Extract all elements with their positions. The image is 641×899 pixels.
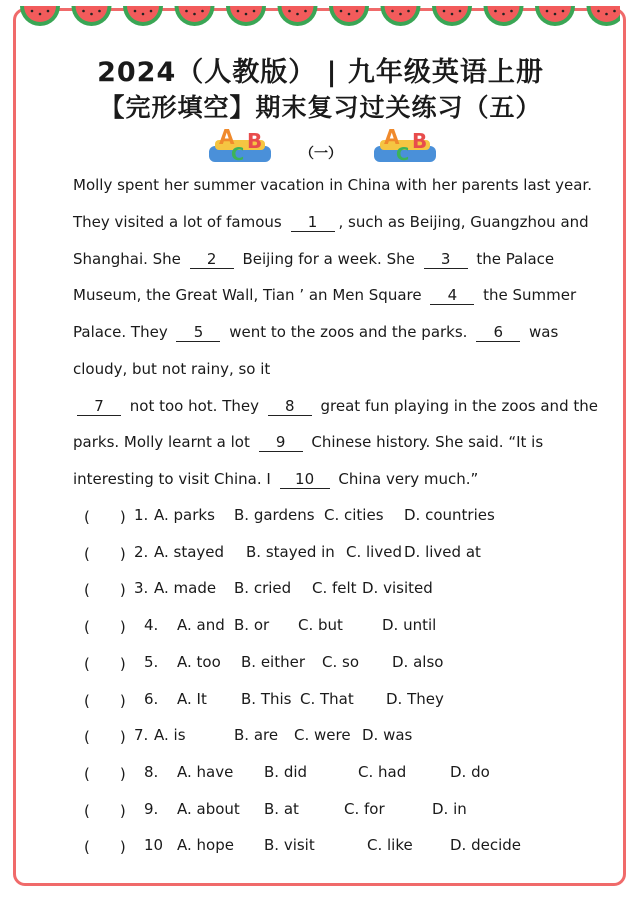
- answer-paren[interactable]: ( ): [84, 838, 126, 857]
- passage-text: Molly spent her summer vacation in China with her parents last year.: [73, 176, 592, 194]
- passage-text: Palace. They: [73, 323, 173, 341]
- passage-text: Shanghai. She: [73, 250, 186, 268]
- answer-paren[interactable]: ( ): [84, 654, 126, 673]
- passage-text: was: [524, 323, 559, 341]
- watermelon-icon: [587, 6, 621, 26]
- abc-blocks-icon: [205, 120, 275, 168]
- option-a: A. about: [177, 799, 240, 818]
- answer-paren[interactable]: ( ): [84, 618, 126, 637]
- passage-text: Museum, the Great Wall, Tian ’ an Men Square: [73, 286, 427, 304]
- option-a: A. is: [154, 726, 186, 745]
- watermelon-border-decoration: [20, 0, 620, 38]
- option-b: B. gardens: [234, 506, 315, 524]
- option-a: A. and: [177, 616, 225, 635]
- option-c: C. felt: [312, 579, 357, 598]
- option-b: B. did: [264, 762, 308, 781]
- passage-line: [73, 176, 592, 194]
- watermelon-icon: [278, 6, 318, 26]
- blank-10: 10: [280, 470, 330, 489]
- answer-paren[interactable]: ( ): [84, 728, 126, 747]
- option-a: A. parks: [154, 506, 215, 524]
- answer-paren[interactable]: ( ): [84, 691, 126, 710]
- option-a: A. hope: [177, 836, 234, 855]
- passage-text: Beijing for a week. She: [237, 250, 420, 268]
- option-b: B. or: [234, 616, 270, 635]
- question-number: 3.: [134, 579, 149, 598]
- question-number: 10: [144, 836, 164, 855]
- blank-6: 6: [476, 323, 520, 342]
- question-row: [84, 579, 604, 601]
- option-b: B. are: [234, 726, 279, 745]
- option-d: D. countries: [404, 506, 495, 524]
- question-number: 8.: [144, 762, 159, 781]
- option-c: C. lived: [346, 542, 402, 561]
- blank-5: 5: [176, 323, 220, 342]
- svg-text:B: B: [247, 129, 263, 153]
- svg-text:A: A: [219, 125, 235, 149]
- option-d: D. do: [450, 762, 490, 781]
- passage-text: parks. Molly learnt a lot: [73, 433, 255, 451]
- watermelon-icon: [123, 6, 163, 26]
- passage-text: great fun playing in the zoos and the: [315, 397, 598, 415]
- question-row: [84, 800, 604, 822]
- question-row: [84, 763, 604, 785]
- option-b: B. This: [241, 689, 292, 708]
- passage-text: They visited a lot of famous: [73, 213, 287, 231]
- blank-8: 8: [268, 397, 312, 416]
- question-number: 1.: [134, 506, 149, 524]
- passage-line: [73, 213, 589, 232]
- question-row: [84, 836, 604, 858]
- question-row: [84, 506, 604, 528]
- option-c: C. That: [300, 689, 354, 708]
- option-a: A. stayed: [154, 542, 225, 561]
- passage-line: [73, 433, 543, 452]
- passage-text: interesting to visit China. I: [73, 470, 276, 488]
- svg-text:C: C: [231, 144, 245, 165]
- watermelon-icon: [432, 6, 472, 26]
- option-d: D. also: [392, 652, 444, 671]
- option-c: C. were: [294, 726, 351, 745]
- question-row: [84, 543, 604, 565]
- option-d: D. was: [362, 726, 413, 745]
- option-c: C. so: [322, 652, 360, 671]
- blank-7: 7: [77, 397, 121, 416]
- option-c: C. but: [298, 616, 343, 635]
- passage-line: [73, 323, 558, 342]
- blank-4: 4: [430, 286, 474, 305]
- question-row: [84, 653, 604, 675]
- option-b: B. cried: [234, 579, 292, 598]
- blank-1: 1: [291, 213, 335, 232]
- page-subtitle: 【完形填空】期末复习过关练习（五）: [99, 93, 542, 122]
- svg-text:A: A: [384, 125, 400, 149]
- watermelon-icon: [72, 6, 112, 26]
- option-c: C. for: [344, 799, 385, 818]
- passage-line: [73, 250, 554, 269]
- option-b: B. at: [264, 799, 299, 818]
- blank-9: 9: [259, 433, 303, 452]
- answer-paren[interactable]: ( ): [84, 544, 126, 563]
- question-row: [84, 726, 604, 748]
- question-number: 4.: [144, 616, 159, 635]
- blank-2: 2: [190, 250, 234, 269]
- section-label: （一）: [300, 146, 342, 162]
- question-number: 2.: [134, 542, 149, 561]
- option-a: A. have: [177, 762, 234, 781]
- passage-line: [73, 397, 598, 416]
- option-c: C. like: [367, 836, 413, 855]
- watermelon-icon: [329, 6, 369, 26]
- watermelon-icon: [226, 6, 266, 26]
- watermelon-icon: [381, 6, 421, 26]
- passage-line: [73, 470, 478, 489]
- question-number: 6.: [144, 689, 159, 708]
- passage-text: went to the zoos and the parks.: [224, 323, 473, 341]
- question-number: 9.: [144, 799, 159, 818]
- option-a: A. made: [154, 579, 217, 598]
- passage-text: the Palace: [471, 250, 555, 268]
- watermelon-icon: [20, 6, 60, 26]
- option-a: A. too: [177, 652, 221, 671]
- passage-line: [73, 286, 576, 305]
- answer-paren[interactable]: ( ): [84, 764, 126, 783]
- passage-text: Chinese history. She said. “It is: [306, 433, 544, 451]
- passage-text: cloudy, but not rainy, so it: [73, 360, 271, 378]
- option-c: C. cities: [324, 506, 384, 524]
- watermelon-icon: [175, 6, 215, 26]
- watermelon-icon: [535, 6, 575, 26]
- answer-paren[interactable]: ( ): [84, 801, 126, 820]
- watermelon-icon: [484, 6, 524, 26]
- option-d: D. decide: [450, 836, 522, 855]
- question-number: 7.: [134, 726, 149, 745]
- abc-blocks-icon: [370, 120, 440, 168]
- question-row: [84, 690, 604, 712]
- passage-text: China very much.”: [333, 470, 479, 488]
- page-title: 2024（人教版） | 九年级英语上册: [97, 57, 544, 88]
- option-a: A. It: [177, 689, 207, 708]
- option-b: B. stayed in: [246, 542, 335, 561]
- passage-text: the Summer: [478, 286, 577, 304]
- option-d: D. lived at: [404, 542, 481, 561]
- option-b: B. either: [241, 652, 306, 671]
- option-d: D. visited: [362, 579, 433, 598]
- svg-text:B: B: [412, 129, 428, 153]
- question-row: [84, 616, 604, 638]
- blank-3: 3: [424, 250, 468, 269]
- answer-paren[interactable]: ( ): [84, 581, 126, 600]
- option-d: D. until: [382, 616, 437, 635]
- answer-paren[interactable]: ( ): [84, 508, 126, 526]
- passage-text: not too hot. They: [125, 397, 264, 415]
- option-c: C. had: [358, 762, 407, 781]
- passage-line: [73, 360, 270, 378]
- option-b: B. visit: [264, 836, 315, 855]
- question-number: 5.: [144, 652, 159, 671]
- passage-text: , such as Beijing, Guangzhou and: [338, 213, 589, 231]
- svg-text:C: C: [396, 144, 410, 165]
- option-d: D. in: [432, 799, 467, 818]
- option-d: D. They: [386, 689, 444, 708]
